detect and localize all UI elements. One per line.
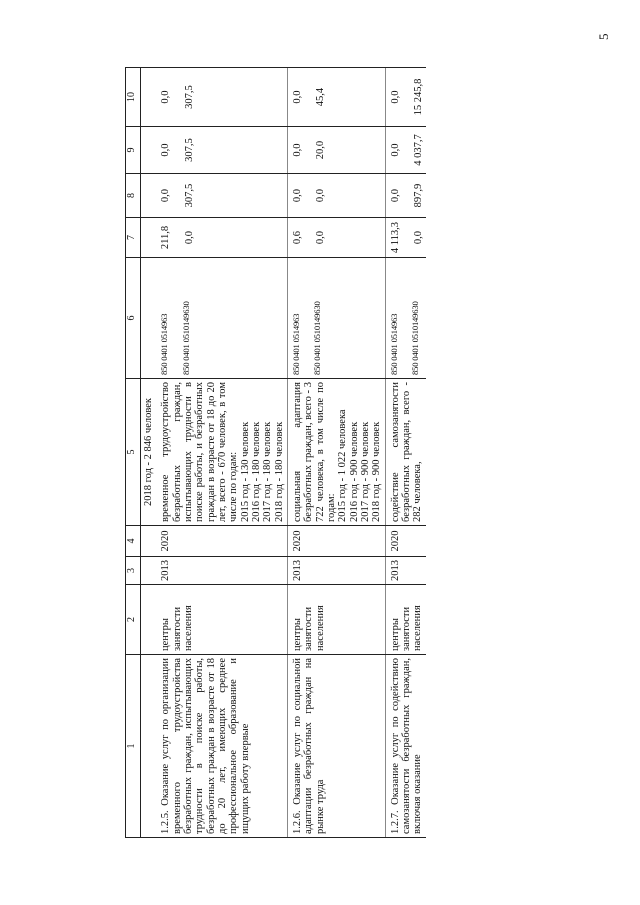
value: 4 037,7 (412, 134, 424, 166)
executor: центры занятости населения (287, 585, 385, 655)
start-year: 2013 (385, 557, 426, 585)
value-col-8 (156, 174, 287, 218)
expected-result (287, 379, 385, 526)
executor: центры занятости населения (156, 585, 287, 655)
end-year: 2020 (287, 526, 385, 557)
value: 0,0 (389, 143, 401, 157)
budget-code: 850 0401 0514963 (290, 313, 301, 375)
executor: центры занятости населения (385, 585, 426, 655)
value: 15 245,8 (412, 78, 424, 116)
value: 0,0 (315, 230, 327, 245)
result-year: 2017 год - 900 человек (359, 421, 371, 522)
value: 211,8 (160, 225, 172, 250)
value-col-9 (287, 127, 385, 174)
header-cell: 8 (126, 174, 141, 218)
value: 0,0 (160, 90, 172, 104)
page-number: 5 (596, 33, 611, 40)
rotated-table-page (125, 68, 585, 838)
value-col-10 (385, 68, 426, 127)
value: 0,0 (389, 90, 401, 104)
value: 20,0 (315, 140, 327, 160)
budget-code: 850 0401 0514963 (159, 313, 170, 375)
budget-code: 850 0401 0514963 (388, 313, 399, 375)
expected-result (156, 379, 287, 526)
value-col-7 (287, 218, 385, 258)
header-cell: 4 (126, 526, 141, 557)
value: 0,0 (291, 143, 303, 157)
value-col-8 (385, 174, 426, 218)
table-row (156, 68, 287, 838)
value: 0,0 (160, 143, 172, 157)
header-cell: 2 (126, 585, 141, 655)
value: 307,5 (183, 85, 195, 109)
value: 307,5 (183, 138, 195, 162)
budget-code: 850 0401 0510149630 (312, 301, 323, 375)
header-cell: 5 (126, 379, 141, 526)
result-year: 2018 год - 180 человек (273, 421, 285, 522)
budget-table (125, 67, 426, 838)
value-col-9 (385, 127, 426, 174)
header-cell: 1 (126, 655, 141, 838)
header-cell: 3 (126, 557, 141, 585)
measure-name: 1.2.7. Оказание услуг по содействию самозанятости безработных граждан, включая оказание (385, 655, 426, 838)
budget-codes (287, 258, 385, 379)
result-main: временное трудоустройство безработных граждан, испытывающих трудности в поиске работы, и безработных граждан в возрасте от 18 до 20 лет, всего - 670 человек, в том числе по годам: (160, 382, 240, 522)
value: 897,9 (412, 183, 424, 208)
table-row (385, 68, 426, 838)
value: 0,0 (160, 188, 172, 203)
end-year: 2020 (156, 526, 287, 557)
value-col-8 (287, 174, 385, 218)
header-row (126, 68, 141, 838)
result-main: социальная адаптация безработных граждан, всего - 3 722 человека, в том числе по годам: (291, 382, 337, 522)
result-year: 2016 год - 900 человек (348, 421, 360, 522)
value: 45,4 (315, 87, 327, 107)
measure-name: 1.2.5. Оказание услуг по организации временного трудоустройства безработных граждан, испытывающих трудности в поиске работы, безработных граждан в возрасте от 18 до 20 лет, имеющих среднее профессиональное образование и ищущих работу впервые (156, 655, 287, 838)
budget-codes (156, 258, 287, 379)
expected-result (385, 379, 426, 526)
table-row (287, 68, 385, 838)
result-year: 2016 год - 180 человек (250, 421, 262, 522)
start-year: 2013 (287, 557, 385, 585)
measure-name: 1.2.6. Оказание услуг по социальной адаптации безработных граждан на рынке труда (287, 655, 385, 838)
continuation-text: 2018 год - 2 846 человек (141, 379, 157, 526)
header-cell: 9 (126, 127, 141, 174)
value: 0,0 (183, 230, 195, 245)
budget-codes (385, 258, 426, 379)
value: 307,5 (183, 183, 195, 208)
value: 4 113,3 (389, 221, 401, 254)
value-col-7 (385, 218, 426, 258)
result-main: содействие самозанятости безработных граждан, всего - 282 человека, (389, 382, 424, 522)
value: 0,0 (291, 188, 303, 203)
value-col-9 (156, 127, 287, 174)
result-year: 2017 год - 180 человек (262, 421, 274, 522)
value: 0,6 (291, 230, 303, 245)
value: 0,0 (315, 188, 327, 203)
header-cell: 10 (126, 68, 141, 127)
continuation-row (141, 68, 157, 838)
end-year: 2020 (385, 526, 426, 557)
budget-code: 850 0401 0510149630 (409, 301, 420, 375)
value: 0,0 (291, 90, 303, 104)
header-cell: 7 (126, 218, 141, 258)
result-year: 2018 год - 900 человек (371, 421, 383, 522)
value-col-7 (156, 218, 287, 258)
value-col-10 (156, 68, 287, 127)
value: 0,0 (389, 188, 401, 203)
value-col-10 (287, 68, 385, 127)
header-cell: 6 (126, 258, 141, 379)
value: 0,0 (412, 230, 424, 245)
result-year: 2015 год - 130 человек (239, 421, 251, 522)
start-year: 2013 (156, 557, 287, 585)
result-year: 2015 год - 1 022 человека (337, 409, 349, 522)
budget-code: 850 0401 0510149630 (180, 301, 191, 375)
